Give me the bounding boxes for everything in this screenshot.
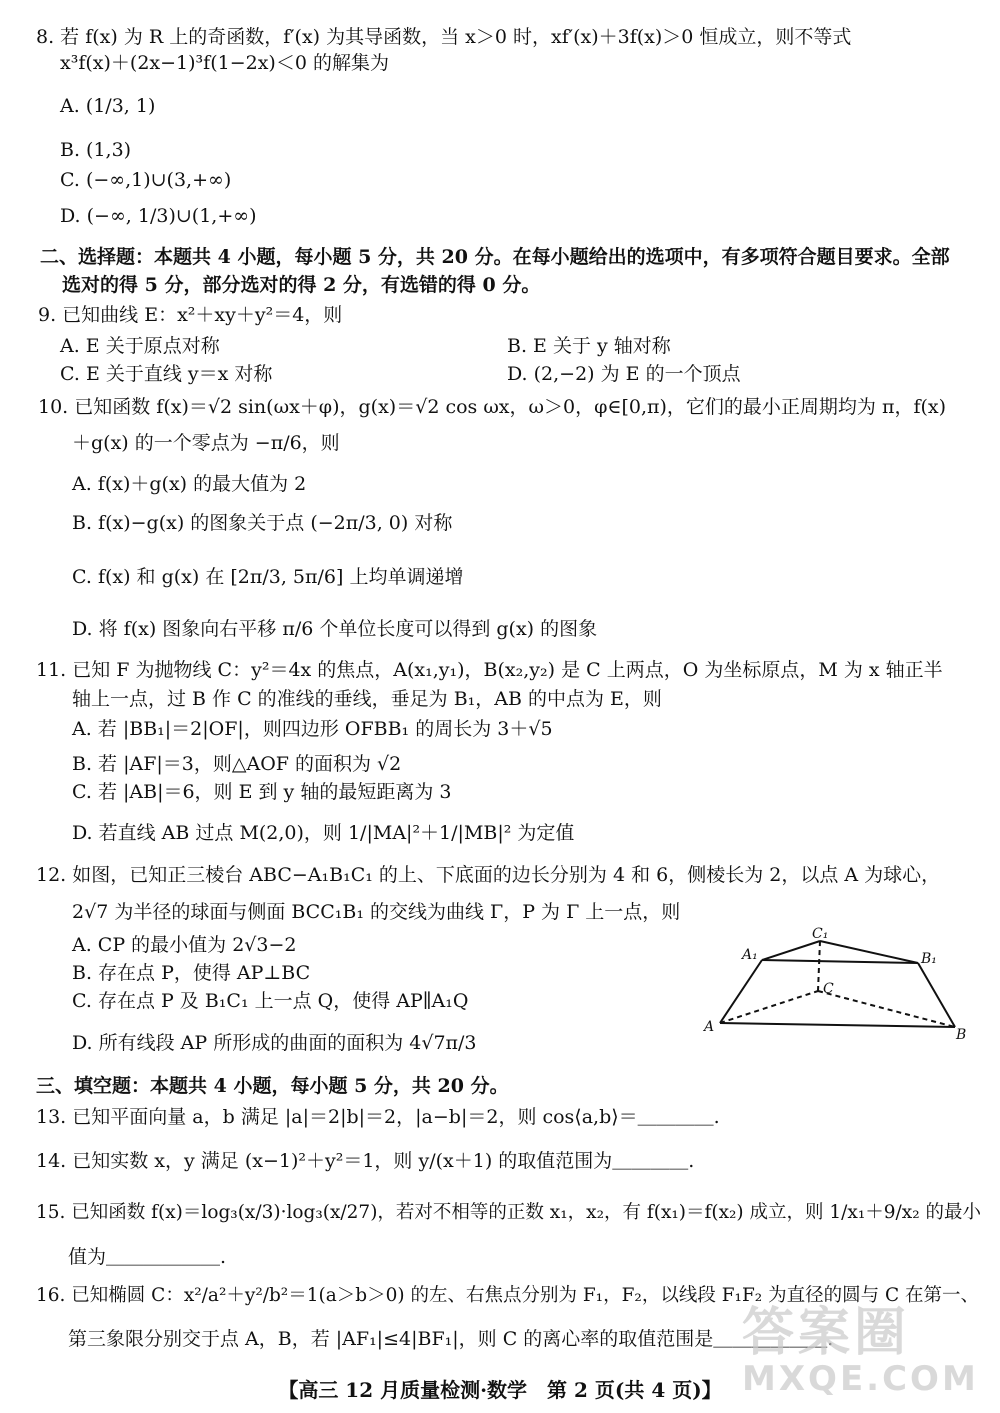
label-a: A bbox=[704, 1019, 715, 1035]
q9-option-c: C. E 关于直线 y＝x 对称 bbox=[60, 363, 273, 385]
edge-a1b1 bbox=[762, 960, 918, 963]
q11-option-c: C. 若 |AB|＝6，则 E 到 y 轴的最短距离为 3 bbox=[72, 781, 452, 803]
section2-heading-line1: 二、选择题：本题共 4 小题，每小题 5 分，共 20 分。在每小题给出的选项中，有多项符合题目要求。全部 bbox=[40, 246, 950, 268]
q11-stem-line2: 轴上一点，过 B 作 C 的准线的垂线，垂足为 B₁，AB 的中点为 E，则 bbox=[72, 688, 662, 710]
q10-stem-line1: 10. 已知函数 f(x)＝√2 sin(ωx＋φ)，g(x)＝√2 cos ωx，ω＞0，φ∈[0,π)，它们的最小正周期均为 π，f(x) bbox=[38, 396, 947, 418]
q9-option-b: B. E 关于 y 轴对称 bbox=[507, 335, 671, 357]
q9-option-a: A. E 关于原点对称 bbox=[60, 335, 220, 357]
q12-option-c: C. 存在点 P 及 B₁C₁ 上一点 Q，使得 AP∥A₁Q bbox=[72, 990, 469, 1012]
section2-heading-line2: 选对的得 5 分，部分选对的得 2 分，有选错的得 0 分。 bbox=[62, 274, 541, 296]
page-footer: 【高三 12 月质量检测·数学 第 2 页(共 4 页)】 bbox=[278, 1378, 722, 1402]
edge-cc1 bbox=[818, 941, 820, 991]
q8-stem-line1: 8. 若 f(x) 为 R 上的奇函数，f′(x) 为其导函数，当 x＞0 时，xf′(x)＋3f(x)＞0 恒成立，则不等式 bbox=[36, 26, 852, 48]
q12-option-a: A. CP 的最小值为 2√3−2 bbox=[72, 934, 297, 956]
edge-c1b1 bbox=[820, 941, 918, 963]
label-b: B bbox=[956, 1027, 967, 1043]
edge-cb bbox=[818, 991, 955, 1027]
q11-option-b: B. 若 |AF|＝3，则△AOF 的面积为 √2 bbox=[72, 753, 402, 775]
edge-aa1 bbox=[720, 960, 762, 1023]
q15-line1: 15. 已知函数 f(x)＝log₃(x/3)·log₃(x/27)，若对不相等的正数 x₁，x₂，有 f(x₁)＝f(x₂) 成立，则 1/x₁＋9/x₂ 的最小 bbox=[36, 1202, 981, 1223]
q11-stem-line1: 11. 已知 F 为抛物线 C：y²＝4x 的焦点，A(x₁,y₁)，B(x₂,y₂) 是 C 上两点，O 为坐标原点，M 为 x 轴正半 bbox=[36, 659, 943, 681]
label-a1: A₁ bbox=[742, 947, 758, 963]
q8-option-c: C. (−∞,1)∪(3,+∞) bbox=[60, 169, 232, 191]
q15-line2: 值为＿＿＿＿＿＿. bbox=[68, 1246, 227, 1268]
edge-bb1 bbox=[918, 963, 955, 1027]
q14-text: 14. 已知实数 x，y 满足 (x−1)²＋y²＝1，则 y/(x＋1) 的取值范围为＿＿＿＿. bbox=[36, 1150, 695, 1172]
q12-option-d: D. 所有线段 AP 所形成的曲面的面积为 4√7π/3 bbox=[72, 1032, 477, 1054]
frustum-figure bbox=[700, 925, 970, 1045]
q9-stem: 9. 已知曲线 E：x²＋xy＋y²＝4，则 bbox=[38, 304, 343, 326]
q8-option-b: B. (1,3) bbox=[60, 139, 132, 161]
q16-line1: 16. 已知椭圆 C：x²/a²＋y²/b²＝1(a＞b＞0) 的左、右焦点分别为 F₁，F₂，以线段 F₁F₂ 为直径的圆与 C 在第一、 bbox=[36, 1285, 980, 1306]
watermark-line2: MXQE.COM bbox=[742, 1359, 979, 1399]
q9-option-d: D. (2,−2) 为 E 的一个顶点 bbox=[507, 363, 741, 385]
q12-stem-line1: 12. 如图，已知正三棱台 ABC−A₁B₁C₁ 的上、下底面的边长分别为 4 和 6，侧棱长为 2，以点 A 为球心， bbox=[36, 864, 941, 886]
section3-heading: 三、填空题：本题共 4 小题，每小题 5 分，共 20 分。 bbox=[36, 1075, 509, 1097]
q10-option-a: A. f(x)＋g(x) 的最大值为 2 bbox=[72, 473, 307, 495]
q12-stem-line2: 2√7 为半径的球面与侧面 BCC₁B₁ 的交线为曲线 Γ，P 为 Γ 上一点，则 bbox=[72, 901, 681, 923]
q13-text: 13. 已知平面向量 a，b 满足 |a|＝2|b|＝2，|a−b|＝2，则 cos⟨a,b⟩＝＿＿＿＿. bbox=[36, 1106, 720, 1128]
label-c: C bbox=[823, 981, 834, 997]
q11-option-a: A. 若 |BB₁|＝2|OF|，则四边形 OFBB₁ 的周长为 3＋√5 bbox=[72, 718, 553, 740]
q10-stem-line2: ＋g(x) 的一个零点为 −π/6，则 bbox=[72, 432, 340, 454]
edge-a1c1 bbox=[762, 941, 820, 960]
edge-ac bbox=[720, 991, 818, 1023]
watermark-line1: 答案圈 bbox=[742, 1303, 911, 1363]
q10-option-c: C. f(x) 和 g(x) 在 [2π/3, 5π/6] 上均单调递增 bbox=[72, 566, 464, 588]
q8-option-d: D. (−∞, 1/3)∪(1,+∞) bbox=[60, 205, 257, 227]
q10-option-b: B. f(x)−g(x) 的图象关于点 (−2π/3, 0) 对称 bbox=[72, 512, 453, 534]
q8-stem-line2: x³f(x)＋(2x−1)³f(1−2x)＜0 的解集为 bbox=[60, 52, 389, 74]
q8-option-a: A. (1/3, 1) bbox=[60, 95, 156, 117]
q11-option-d: D. 若直线 AB 过点 M(2,0)，则 1/|MA|²＋1/|MB|² 为定值 bbox=[72, 822, 575, 844]
q16-line2: 第三象限分别交于点 A，B，若 |AF₁|≤4|BF₁|，则 C 的离心率的取值范围是＿＿＿＿＿＿. bbox=[68, 1328, 834, 1350]
edge-ab bbox=[720, 1023, 955, 1027]
q10-option-d: D. 将 f(x) 图象向右平移 π/6 个单位长度可以得到 g(x) 的图象 bbox=[72, 618, 598, 640]
q12-option-b: B. 存在点 P，使得 AP⊥BC bbox=[72, 962, 311, 984]
label-b1: B₁ bbox=[921, 951, 937, 967]
label-c1: C₁ bbox=[812, 926, 829, 942]
